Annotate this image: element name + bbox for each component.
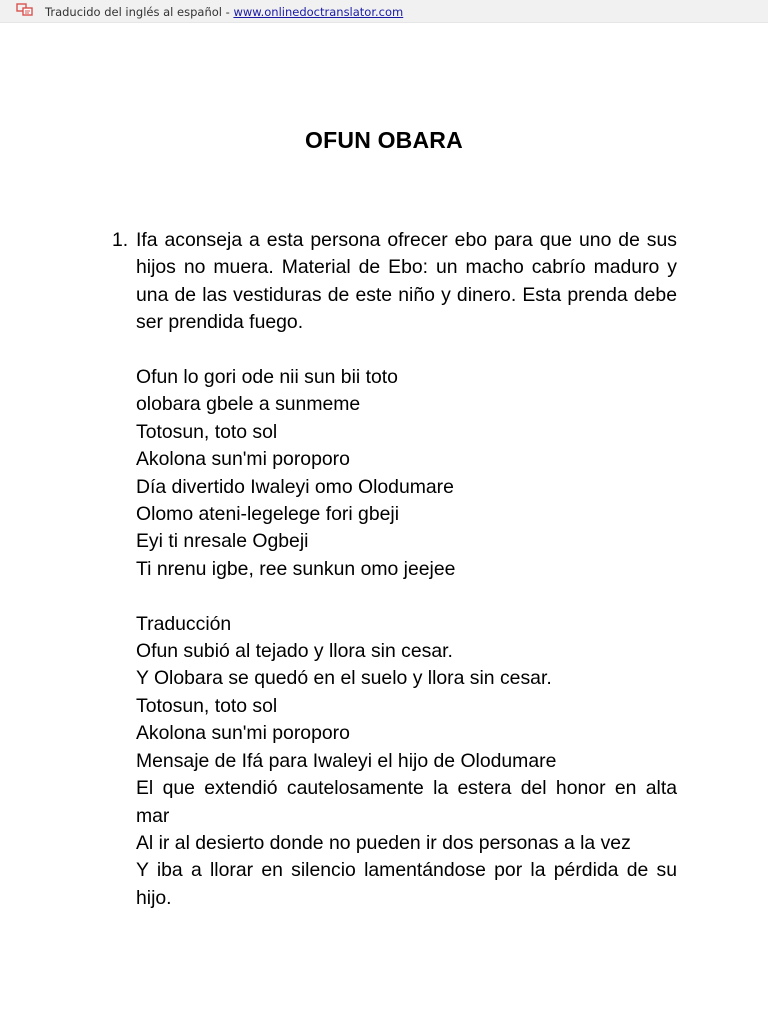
- verse-line: Totosun, toto sol: [136, 420, 278, 443]
- verse-line: Ofun lo gori ode nii sun bii toto: [136, 366, 398, 389]
- verse-line: Olomo ateni-legelege fori gbeji: [136, 503, 400, 526]
- translation-line: Y iba a llorar en silencio lamentándose por la pérdida de su hijo.: [136, 859, 677, 909]
- translator-logo-icon: [16, 2, 34, 16]
- verse-line: olobara gbele a sunmeme: [136, 393, 361, 416]
- translation-line: Ofun subió al tejado y llora sin cesar.: [136, 640, 453, 663]
- document-title: OFUN OBARA: [305, 127, 463, 153]
- verse-line: Eyi ti nresale Ogbeji: [136, 530, 309, 553]
- banner-prefix: Traducido del inglés al español -: [45, 5, 234, 19]
- verse-line: Akolona sun'mi poroporo: [136, 448, 350, 471]
- translation-line: Al ir al desierto donde no pueden ir dos personas a la vez: [136, 831, 631, 854]
- translation-line: Totosun, toto sol: [136, 694, 278, 717]
- intro-paragraph: Ifa aconseja a esta persona ofrecer ebo para que uno de sus hijos no muera. Material de Ebo: un macho cabrío maduro y una de las vestiduras de este niño y dinero. Esta prenda debe ser prendida fuego.: [136, 229, 677, 334]
- banner-text: [45, 2, 403, 22]
- translation-line: El que extendió cautelosamente la estera del honor en alta mar: [136, 777, 677, 827]
- translator-link[interactable]: www.onlinedoctranslator.com: [233, 5, 404, 19]
- translator-banner: [0, 0, 768, 23]
- translation-line: Akolona sun'mi poroporo: [136, 722, 350, 745]
- translation-line: Y Olobara se quedó en el suelo y llora sin cesar.: [136, 667, 552, 690]
- list-item-number: 1.: [112, 229, 129, 251]
- verse-line: Ti nrenu igbe, ree sunkun omo jeejee: [136, 557, 456, 580]
- document-body: [136, 227, 677, 912]
- verse-block: [136, 364, 677, 583]
- translation-heading: Traducción: [136, 612, 232, 635]
- translation-line: Mensaje de Ifá para Iwaleyi el hijo de Olodumare: [136, 749, 557, 772]
- verse-line: Día divertido Iwaleyi omo Olodumare: [136, 475, 454, 498]
- translation-block: [136, 611, 677, 912]
